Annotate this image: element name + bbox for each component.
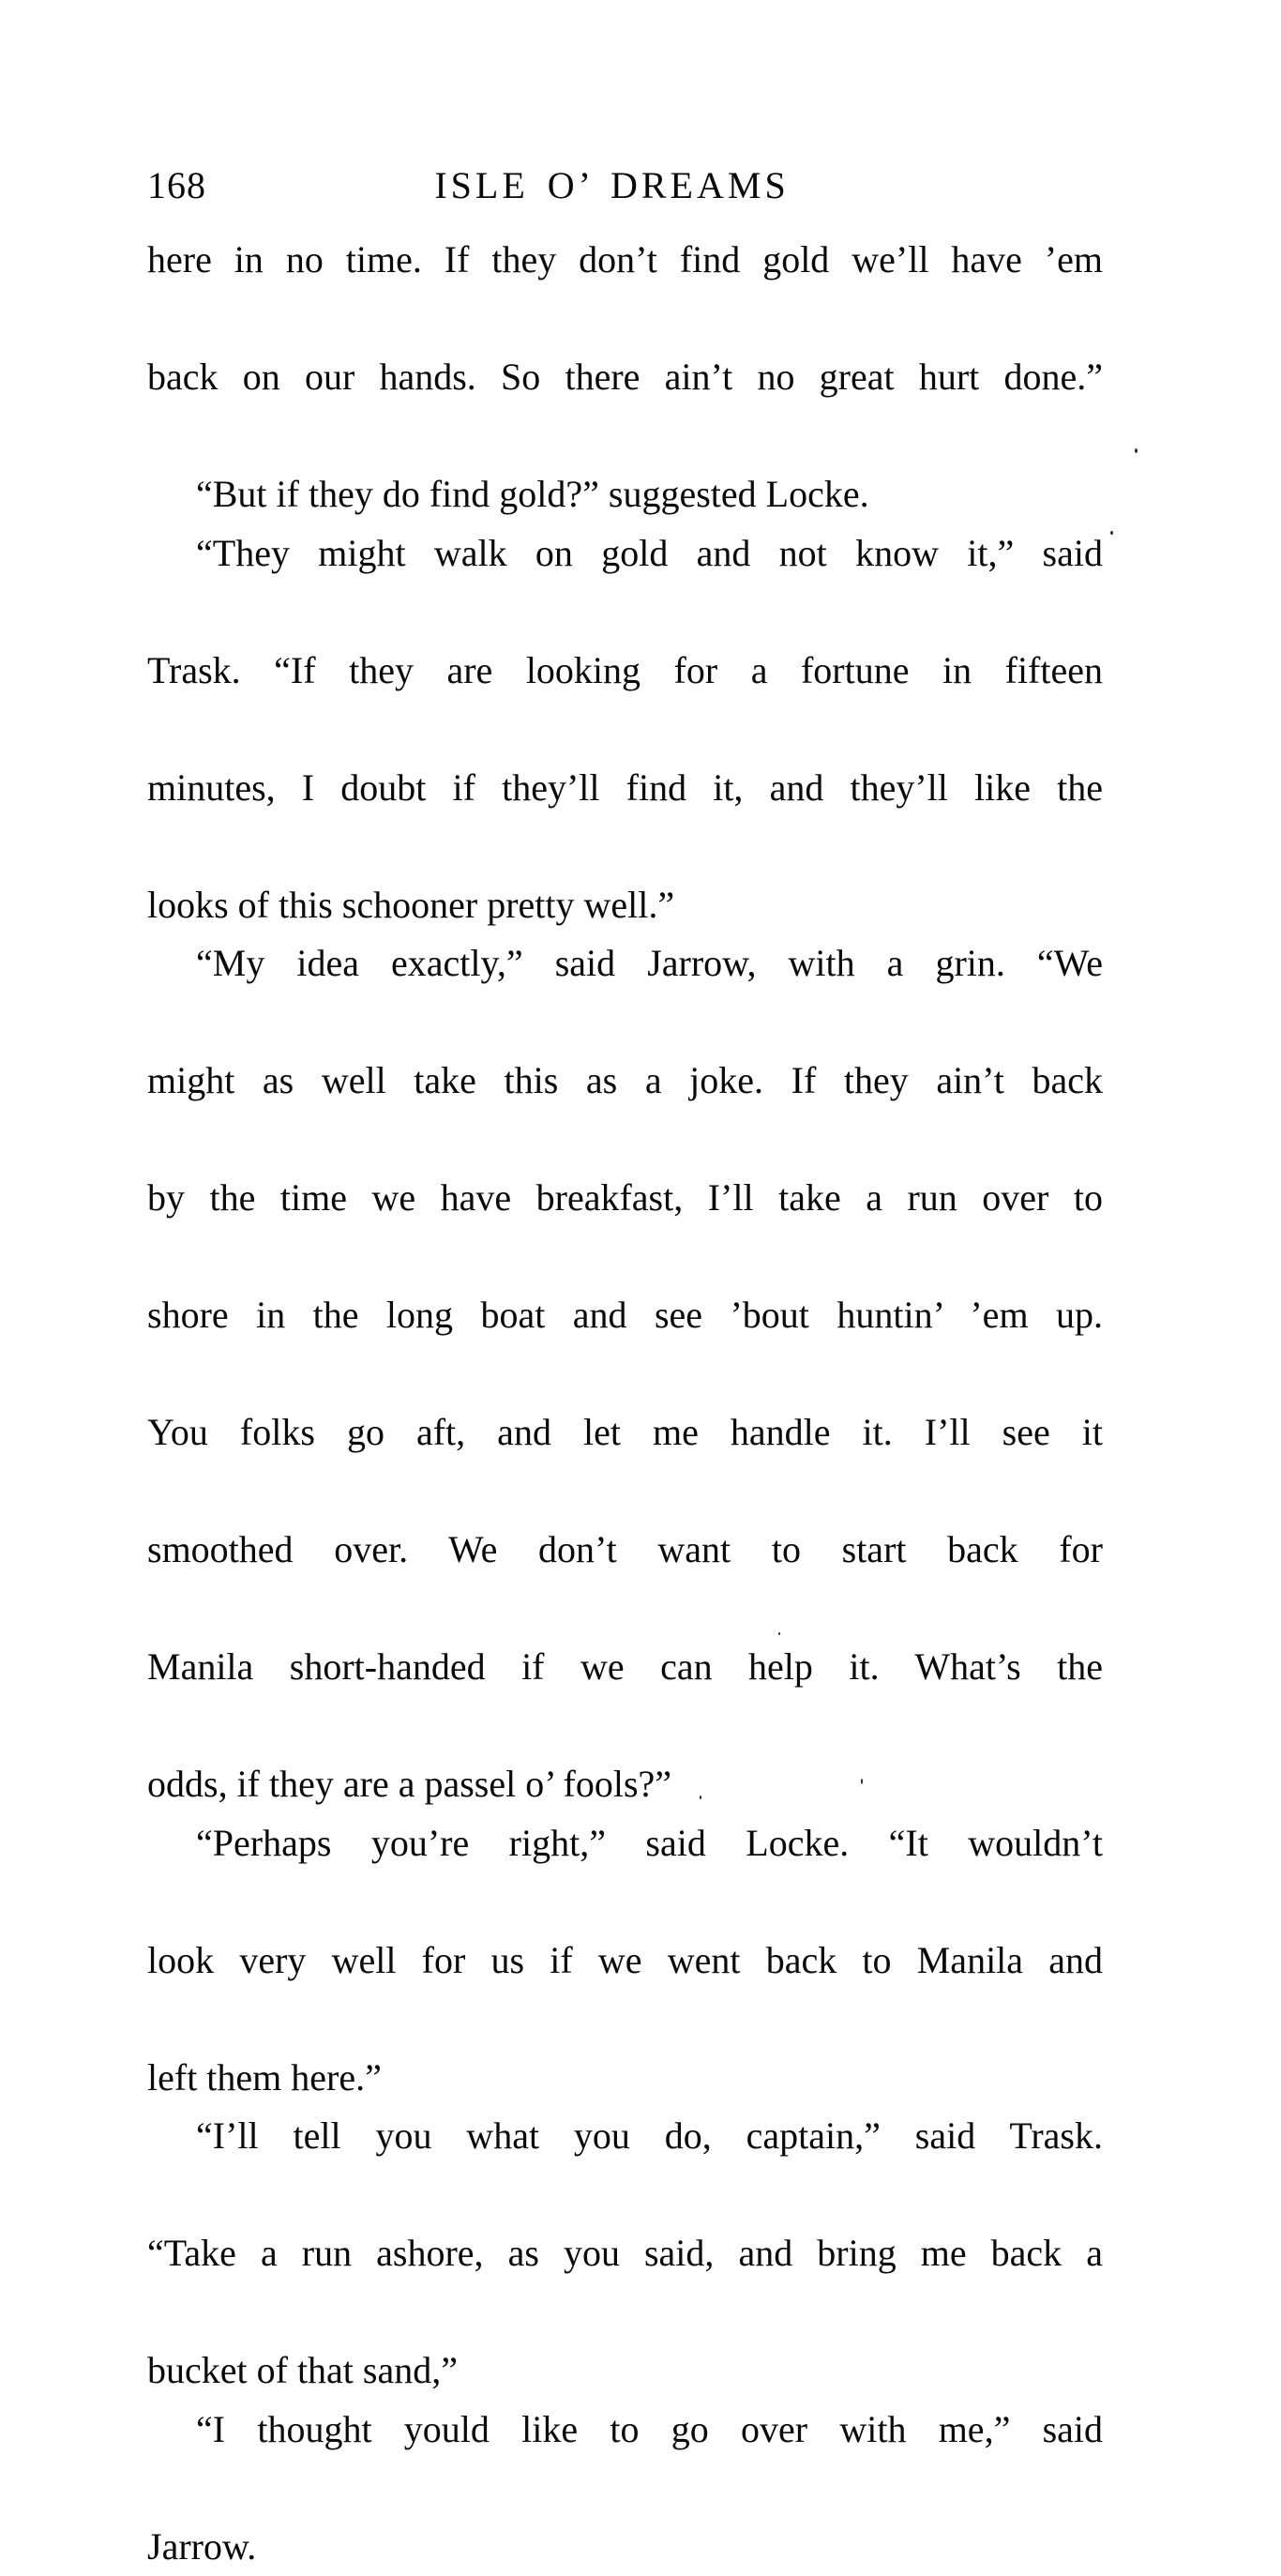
scan-speck — [778, 1632, 780, 1635]
body-text — [147, 231, 1103, 2576]
text-line: “Perhaps you’re right,” said Locke. “It wouldn’t — [147, 1814, 1103, 1932]
page-header — [147, 165, 1103, 208]
scan-speck — [1135, 448, 1138, 453]
scan-speck — [861, 1779, 863, 1784]
text-line: odds, if they are a passel o’ fools?” — [147, 1755, 1103, 1814]
text-line: looks of this schooner pretty well.” — [147, 876, 1103, 935]
text-line: Jarrow. — [147, 2518, 1103, 2576]
page-number: 168 — [147, 165, 206, 206]
text-line: “I’ll tell you what you do, captain,” said Trask. — [147, 2107, 1103, 2224]
scan-speck — [700, 1796, 701, 1799]
text-line: minutes, I doubt if they’ll find it, and they’ll like the — [147, 759, 1103, 876]
text-line: by the time we have breakfast, I’ll take a run over to — [147, 1169, 1103, 1286]
text-line: “My idea exactly,” said Jarrow, with a grin. “We — [147, 934, 1103, 1052]
text-line: You folks go aft, and let me handle it. I’ll see it — [147, 1403, 1103, 1521]
text-line: left them here.” — [147, 2049, 1103, 2108]
text-line: “Take a run ashore, as you said, and bring me back a — [147, 2224, 1103, 2341]
text-line: shore in the long boat and see ’bout huntin’ ’em up. — [147, 1286, 1103, 1403]
text-line: back on our hands. So there ain’t no great hurt done.” — [147, 348, 1103, 465]
text-line: “They might walk on gold and not know it,” said — [147, 524, 1103, 642]
scan-speck — [1110, 531, 1113, 535]
text-line: Trask. “If they are looking for a fortune in fifteen — [147, 642, 1103, 759]
text-line: look very well for us if we went back to Manila and — [147, 1932, 1103, 2049]
text-line: “But if they do find gold?” suggested Locke. — [147, 465, 1103, 524]
text-line: smoothed over. We don’t want to start back for — [147, 1521, 1103, 1638]
text-line: bucket of that sand,” — [147, 2341, 1103, 2401]
text-line: here in no time. If they don’t find gold we’ll have ’em — [147, 231, 1103, 348]
text-line: “I thought yould like to go over with me,” said — [147, 2401, 1103, 2518]
text-line: might as well take this as a joke. If they ain’t back — [147, 1052, 1103, 1169]
running-title: ISLE O’ DREAMS — [147, 165, 1077, 206]
text-line: Manila short-handed if we can help it. What’s the — [147, 1638, 1103, 1755]
